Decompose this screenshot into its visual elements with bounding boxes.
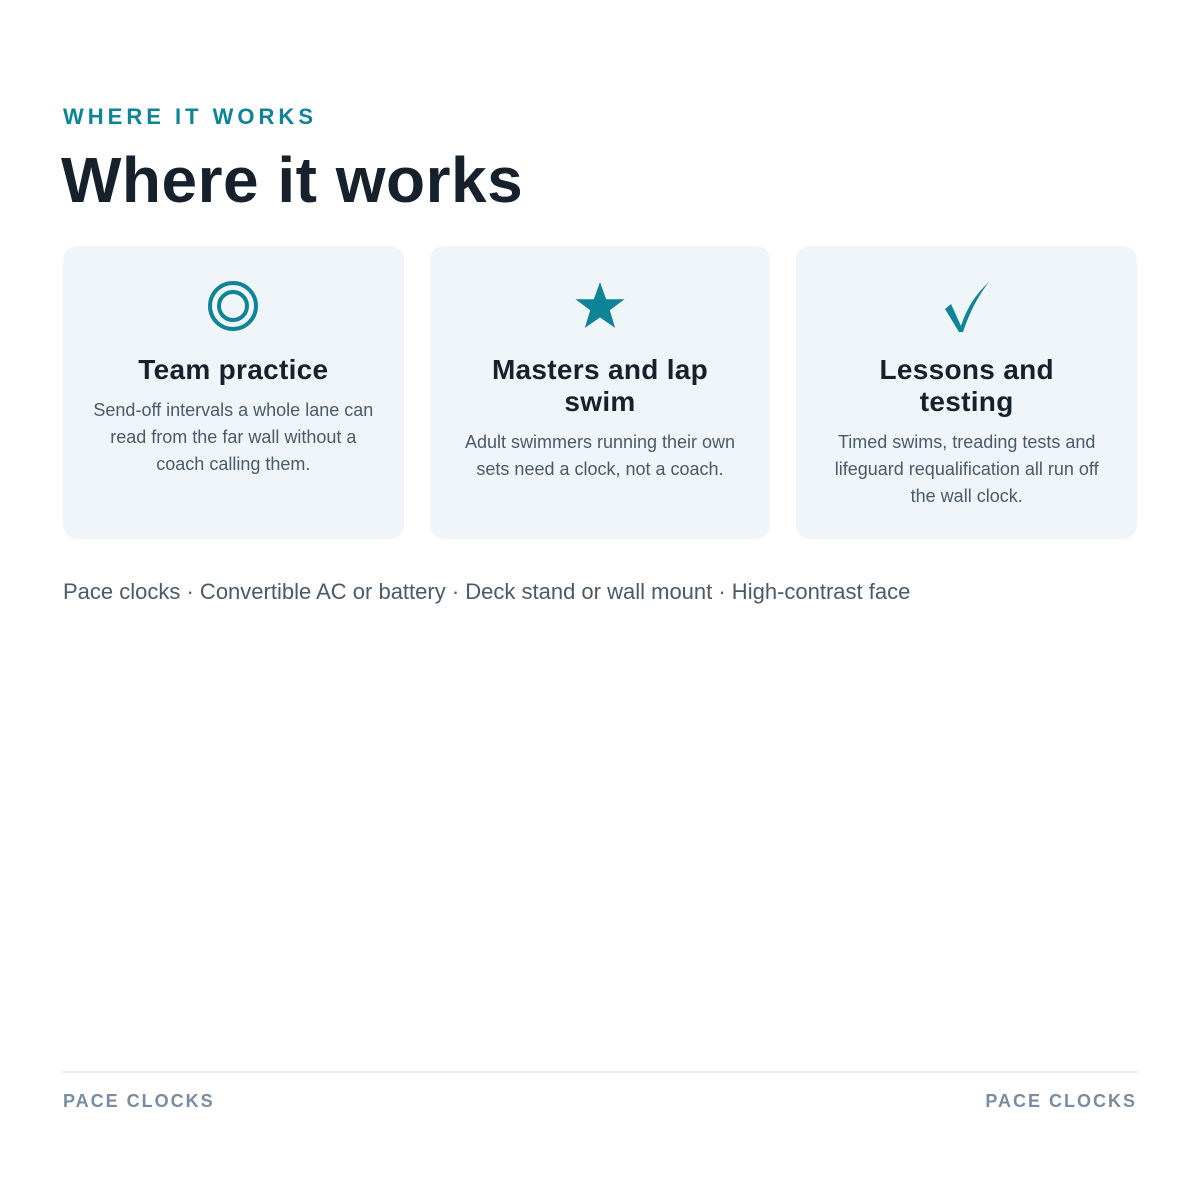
card-masters-lap-swim (430, 246, 771, 539)
page-title: Where it works (61, 144, 524, 216)
target-icon (205, 278, 261, 334)
star-icon (572, 278, 628, 334)
card-title: Team practice (138, 354, 329, 385)
section-eyebrow: WHERE IT WORKS (63, 104, 317, 129)
card-lessons-testing (796, 246, 1137, 539)
card-title: Masters and lap swim (491, 354, 709, 417)
card-description: Timed swims, treading tests and lifeguard requalification all run off the wall clock. (834, 432, 1099, 506)
card-team-practice (63, 246, 404, 539)
card-title: Lessons and testing (879, 354, 1054, 417)
card-description: Adult swimmers running their own sets need a clock, not a coach. (464, 432, 736, 479)
footer-divider (63, 1071, 1137, 1073)
footer-brand-right: PACE CLOCKS (985, 1091, 1137, 1111)
use-case-cards (63, 246, 1137, 539)
footer-brand-left: PACE CLOCKS (63, 1091, 215, 1111)
feature-list: Pace clocks · Convertible AC or battery · Deck stand or wall mount · High-contrast face (63, 579, 911, 604)
card-description: Send-off intervals a whole lane can read from the far wall without a coach calling them. (93, 400, 374, 474)
checkmark-icon (939, 278, 995, 334)
